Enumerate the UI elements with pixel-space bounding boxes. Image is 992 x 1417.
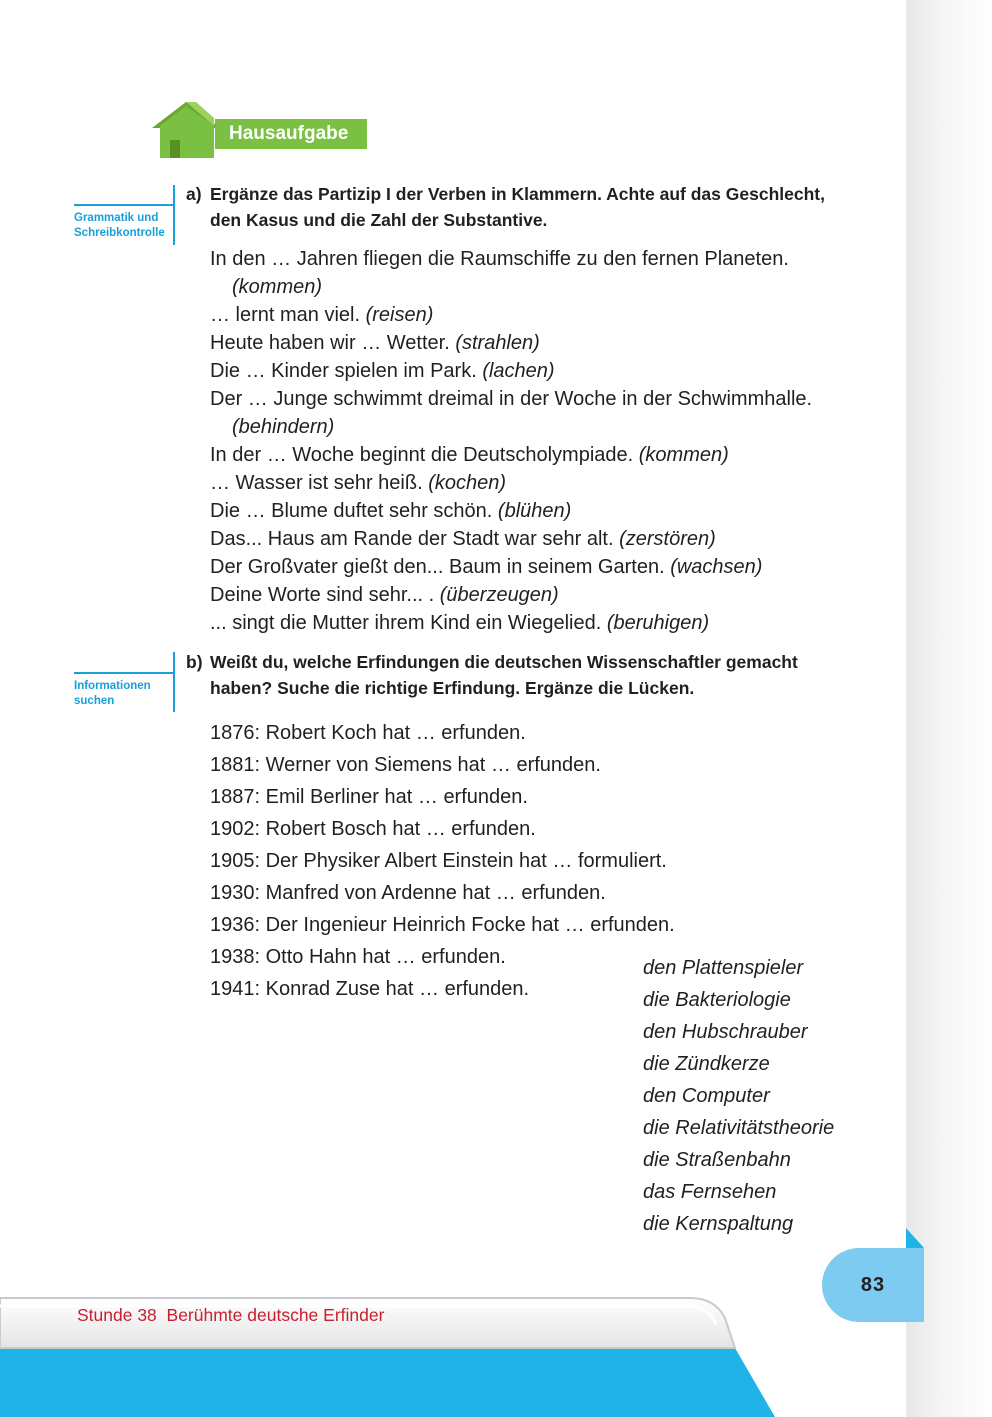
task-a-line2: den Kasus und die Zahl der Substantive. bbox=[210, 210, 548, 230]
sentence: Der Großvater gießt den... Baum in seinem Garten. (wachsen) bbox=[210, 556, 763, 578]
word-bank-item: den Computer bbox=[643, 1085, 770, 1107]
sentence: Der … Junge schwimmt dreimal in der Woche in der Schwimmhalle. bbox=[210, 388, 813, 410]
page-number: 83 bbox=[822, 1248, 924, 1322]
word-bank-item: die Straßenbahn bbox=[643, 1149, 791, 1171]
sentence: … lernt man viel. (reisen) bbox=[210, 304, 434, 326]
side-label-grammar: Grammatik und Schreibkontrolle bbox=[74, 212, 165, 239]
task-a-line1: Ergänze das Partizip I der Verben in Klammern. Achte auf das Geschlecht, bbox=[210, 184, 825, 204]
sentence: ... singt die Mutter ihrem Kind ein Wiegelied. (beruhigen) bbox=[210, 612, 710, 634]
fact-line: 1936: Der Ingenieur Heinrich Focke hat … erfunden. bbox=[210, 914, 675, 936]
sentence: (kommen) bbox=[232, 276, 323, 298]
fact-line: 1876: Robert Koch hat … erfunden. bbox=[210, 722, 526, 744]
side-label-line bbox=[74, 672, 174, 674]
sentence: Heute haben wir … Wetter. (strahlen) bbox=[210, 332, 540, 354]
footer-lesson: Stunde 38 bbox=[77, 1305, 157, 1325]
sentence: Deine Worte sind sehr... . (überzeugen) bbox=[210, 584, 559, 606]
page-edge-strip bbox=[906, 0, 992, 1417]
fact-line: 1902: Robert Bosch hat … erfunden. bbox=[210, 818, 536, 840]
task-a-letter: a) bbox=[186, 184, 202, 204]
word-bank-item: den Hubschrauber bbox=[643, 1021, 808, 1043]
footer-title: Berühmte deutsche Erfinder bbox=[166, 1305, 385, 1325]
footer-lesson-title bbox=[77, 1305, 384, 1326]
fact-line: 1887: Emil Berliner hat … erfunden. bbox=[210, 786, 528, 808]
side-label-line bbox=[74, 204, 174, 206]
sentence: Die … Kinder spielen im Park. (lachen) bbox=[210, 360, 555, 382]
word-bank-item: den Plattenspieler bbox=[643, 957, 804, 979]
word-bank-item: die Zündkerze bbox=[643, 1053, 770, 1075]
homework-title: Hausaufgabe bbox=[215, 119, 367, 149]
side-label-info: Informationen suchen bbox=[74, 680, 151, 707]
sentence: Die … Blume duftet sehr schön. (blühen) bbox=[210, 500, 572, 522]
fact-line: 1881: Werner von Siemens hat … erfunden. bbox=[210, 754, 601, 776]
fact-line: 1941: Konrad Zuse hat … erfunden. bbox=[210, 978, 530, 1000]
word-bank-item: die Relativitätstheorie bbox=[643, 1117, 835, 1139]
task-b-facts bbox=[210, 717, 675, 1005]
sentence: … Wasser ist sehr heiß. (kochen) bbox=[210, 472, 507, 494]
task-b-line1: Weißt du, welche Erfindungen die deutschen Wissenschaftler gemacht bbox=[210, 652, 798, 672]
task-b-letter: b) bbox=[186, 652, 203, 672]
task-a-sentences bbox=[210, 245, 880, 637]
word-bank bbox=[643, 952, 834, 1240]
side-label-bar bbox=[173, 652, 175, 712]
task-b-instruction bbox=[186, 649, 876, 701]
sentence: In der … Woche beginnt die Deutscholympiade. (kommen) bbox=[210, 444, 729, 466]
fact-line: 1930: Manfred von Ardenne hat … erfunden. bbox=[210, 882, 606, 904]
house-icon bbox=[152, 100, 222, 160]
word-bank-item: das Fernsehen bbox=[643, 1181, 777, 1203]
sentence: In den … Jahren fliegen die Raumschiffe zu den fernen Planeten. bbox=[210, 248, 789, 270]
task-a-instruction bbox=[186, 181, 876, 233]
word-bank-item: die Bakteriologie bbox=[643, 989, 791, 1011]
fact-line: 1905: Der Physiker Albert Einstein hat … formuliert. bbox=[210, 850, 667, 872]
task-b-line2: haben? Suche die richtige Erfindung. Ergänze die Lücken. bbox=[210, 678, 695, 698]
word-bank-item: die Kernspaltung bbox=[643, 1213, 794, 1235]
sentence: (behindern) bbox=[232, 416, 335, 438]
page-corner-tab bbox=[906, 1228, 924, 1250]
sentence: Das... Haus am Rande der Stadt war sehr alt. (zerstören) bbox=[210, 528, 716, 550]
fact-line: 1938: Otto Hahn hat … erfunden. bbox=[210, 946, 506, 968]
